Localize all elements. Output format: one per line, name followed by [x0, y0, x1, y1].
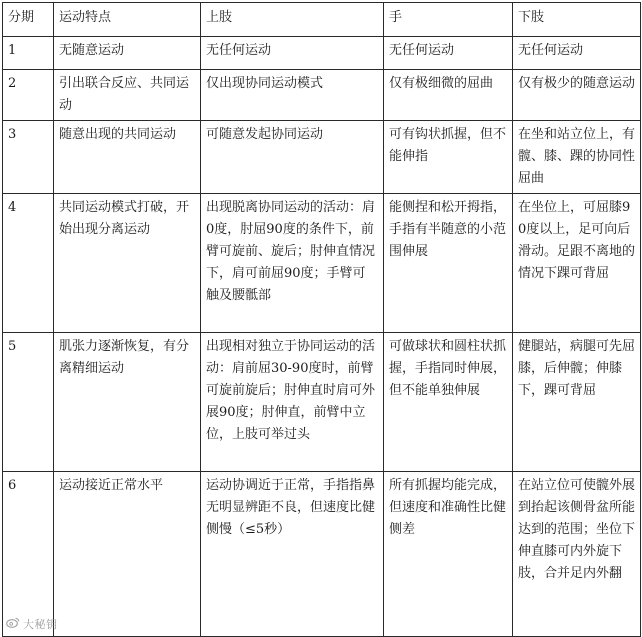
lower-limb-cell: 在站立位可使髋外展到抬起该侧骨盆所能达到的范围；坐位下伸直膝可内外旋下肢，合并足内外翻 [513, 472, 641, 637]
hand-cell: 所有抓握均能完成，但速度和准确性比健侧差 [384, 472, 513, 637]
stage-cell: 6 [3, 472, 54, 637]
brunnstrom-stage-table [2, 2, 641, 637]
hand-cell: 可做球状和圆柱状抓握，手指同时伸展，但不能单独伸展 [384, 333, 513, 472]
movement-features-cell: 运动接近正常水平 [54, 472, 201, 637]
table-row [3, 194, 641, 333]
lower-limb-cell: 健腿站，病腿可先屈膝，后伸髋；伸膝下，踝可背屈 [513, 333, 641, 472]
movement-features-cell: 无随意运动 [54, 37, 201, 70]
hand-cell: 仅有极细微的屈曲 [384, 70, 513, 121]
table-row [3, 121, 641, 194]
upper-limb-cell: 出现脱离协同运动的活动：肩0度，肘屈90度的条件下，前臂可旋前、旋后；肘伸直情况下，肩可前屈90度；手臂可触及腰骶部 [201, 194, 384, 333]
stage-cell: 2 [3, 70, 54, 121]
table-row [3, 37, 641, 70]
upper-limb-cell: 可随意发起协同运动 [201, 121, 384, 194]
movement-features-cell: 引出联合反应、共同运动 [54, 70, 201, 121]
stage-cell: 4 [3, 194, 54, 333]
hand-cell: 可有钩状抓握，但不能伸指 [384, 121, 513, 194]
header-lower-limb: 下肢 [513, 3, 641, 37]
lower-limb-cell: 无任何运动 [513, 37, 641, 70]
lower-limb-cell: 仅有极少的随意运动 [513, 70, 641, 121]
upper-limb-cell: 出现相对独立于协同运动的活动：肩前屈30-90度时，前臂可旋前旋后；肘伸直时肩可外展90度；肘伸直，前臂中立位，上肢可举过头 [201, 333, 384, 472]
header-hand: 手 [384, 3, 513, 37]
movement-features-cell: 肌张力逐渐恢复，有分离精细运动 [54, 333, 201, 472]
movement-features-cell: 共同运动模式打破，开始出现分离运动 [54, 194, 201, 333]
movement-features-cell: 随意出现的共同运动 [54, 121, 201, 194]
table-row [3, 472, 641, 637]
hand-cell: 能侧捏和松开拇指，手指有半随意的小范围伸展 [384, 194, 513, 333]
lower-limb-cell: 在坐和站立位上，有髋、膝、踝的协同性屈曲 [513, 121, 641, 194]
stage-cell: 1 [3, 37, 54, 70]
stage-cell: 3 [3, 121, 54, 194]
hand-cell: 无任何运动 [384, 37, 513, 70]
table-header-row [3, 3, 641, 37]
upper-limb-cell: 仅出现协同运动模式 [201, 70, 384, 121]
header-upper-limb: 上肢 [201, 3, 384, 37]
header-stage: 分期 [3, 3, 54, 37]
upper-limb-cell: 运动协调近于正常，手指指鼻无明显辨距不良，但速度比健侧慢（≤5秒） [201, 472, 384, 637]
watermark-text: 大秘钥 [23, 618, 58, 631]
watermark [6, 616, 58, 632]
weibo-logo-icon [6, 617, 20, 631]
table-row [3, 333, 641, 472]
upper-limb-cell: 无任何运动 [201, 37, 384, 70]
lower-limb-cell: 在坐位上，可屈膝90度以上，足可向后滑动。足跟不离地的情况下踝可背屈 [513, 194, 641, 333]
stage-cell: 5 [3, 333, 54, 472]
table-row [3, 70, 641, 121]
header-movement-features: 运动特点 [54, 3, 201, 37]
